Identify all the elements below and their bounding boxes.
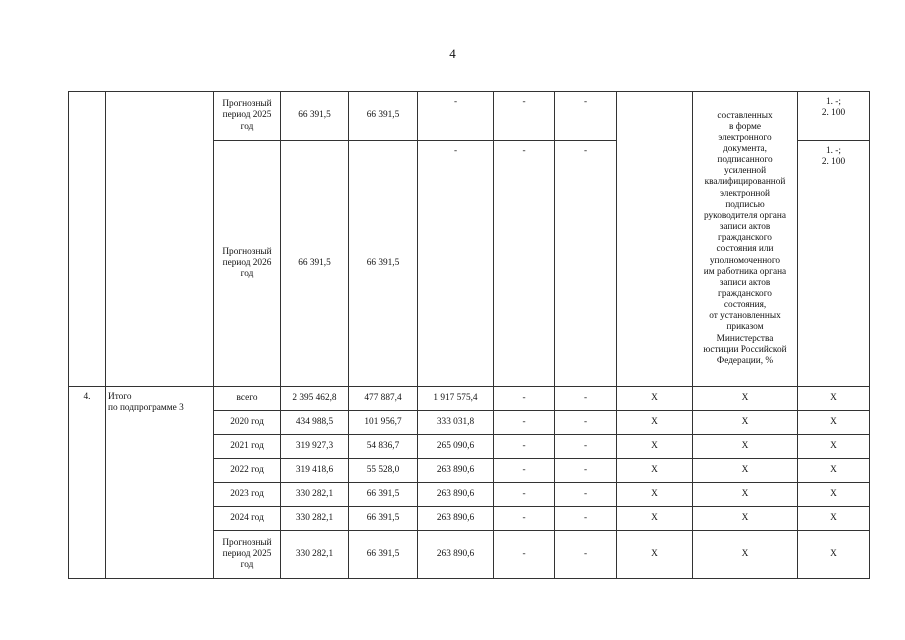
cell-x1: X bbox=[617, 506, 693, 530]
cell-d: - bbox=[555, 386, 617, 410]
cell-a: 55 528,0 bbox=[349, 458, 418, 482]
cell-c: - bbox=[494, 386, 555, 410]
cell-d: - bbox=[555, 141, 617, 387]
cell-name: Итого по подпрограмме 3 bbox=[106, 386, 214, 578]
cell-c: - bbox=[494, 410, 555, 434]
cell-d: - bbox=[555, 482, 617, 506]
cell-x2: X bbox=[693, 410, 798, 434]
cell-x3: X bbox=[798, 530, 870, 578]
cell-value: 1. -; 2. 100 bbox=[798, 92, 870, 141]
cell-a: 66 391,5 bbox=[349, 506, 418, 530]
cell-b: 263 890,6 bbox=[418, 458, 494, 482]
cell-total: 434 988,5 bbox=[281, 410, 349, 434]
cell-x2: X bbox=[693, 530, 798, 578]
cell-x3: X bbox=[798, 410, 870, 434]
cell-d: - bbox=[555, 434, 617, 458]
cell-period: 2020 год bbox=[214, 410, 281, 434]
cell-a: 66 391,5 bbox=[349, 482, 418, 506]
cell-b: 263 890,6 bbox=[418, 506, 494, 530]
cell-total: 330 282,1 bbox=[281, 506, 349, 530]
cell-c: - bbox=[494, 92, 555, 141]
cell-d: - bbox=[555, 506, 617, 530]
cell-x1: X bbox=[617, 386, 693, 410]
cell-a: 101 956,7 bbox=[349, 410, 418, 434]
cell-total: 2 395 462,8 bbox=[281, 386, 349, 410]
program-table bbox=[68, 91, 870, 579]
cell-period: Прогнозный период 2025 год bbox=[214, 530, 281, 578]
cell-c: - bbox=[494, 482, 555, 506]
cell-x3: X bbox=[798, 506, 870, 530]
cell-num: 4. bbox=[69, 386, 106, 578]
cell-b: 1 917 575,4 bbox=[418, 386, 494, 410]
cell-x1: X bbox=[617, 482, 693, 506]
cell-b: 263 890,6 bbox=[418, 530, 494, 578]
cell-a: 66 391,5 bbox=[349, 530, 418, 578]
cell-period: 2023 год bbox=[214, 482, 281, 506]
cell-period: всего bbox=[214, 386, 281, 410]
cell-c: - bbox=[494, 506, 555, 530]
cell-total: 319 927,3 bbox=[281, 434, 349, 458]
cell-x2: X bbox=[693, 506, 798, 530]
table-row bbox=[69, 92, 870, 141]
cell-period: 2022 год bbox=[214, 458, 281, 482]
cell-d: - bbox=[555, 458, 617, 482]
cell-a: 66 391,5 bbox=[349, 141, 418, 387]
cell-a: 54 836,7 bbox=[349, 434, 418, 458]
cell-x2: X bbox=[693, 434, 798, 458]
table-row bbox=[69, 386, 870, 410]
cell-name-empty bbox=[106, 92, 214, 387]
cell-total: 330 282,1 bbox=[281, 482, 349, 506]
cell-x2: X bbox=[693, 482, 798, 506]
cell-x3: X bbox=[798, 482, 870, 506]
cell-c: - bbox=[494, 434, 555, 458]
cell-a: 477 887,4 bbox=[349, 386, 418, 410]
cell-c: - bbox=[494, 458, 555, 482]
cell-total: 66 391,5 bbox=[281, 141, 349, 387]
cell-b: - bbox=[418, 92, 494, 141]
page-number: 4 bbox=[449, 46, 456, 61]
cell-num-empty bbox=[69, 92, 106, 387]
cell-x3: X bbox=[798, 434, 870, 458]
cell-period: Прогнозный период 2025 год bbox=[214, 92, 281, 141]
cell-c: - bbox=[494, 141, 555, 387]
cell-empty bbox=[617, 92, 693, 387]
cell-total: 330 282,1 bbox=[281, 530, 349, 578]
cell-a: 66 391,5 bbox=[349, 92, 418, 141]
cell-x3: X bbox=[798, 386, 870, 410]
cell-b: - bbox=[418, 141, 494, 387]
cell-x2: X bbox=[693, 386, 798, 410]
cell-b: 265 090,6 bbox=[418, 434, 494, 458]
cell-value: 1. -; 2. 100 bbox=[798, 141, 870, 387]
cell-c: - bbox=[494, 530, 555, 578]
cell-d: - bbox=[555, 92, 617, 141]
cell-d: - bbox=[555, 410, 617, 434]
cell-period: 2024 год bbox=[214, 506, 281, 530]
cell-x1: X bbox=[617, 530, 693, 578]
cell-x3: X bbox=[798, 458, 870, 482]
cell-total: 319 418,6 bbox=[281, 458, 349, 482]
cell-x1: X bbox=[617, 410, 693, 434]
cell-period: 2021 год bbox=[214, 434, 281, 458]
cell-x1: X bbox=[617, 458, 693, 482]
cell-b: 263 890,6 bbox=[418, 482, 494, 506]
cell-total: 66 391,5 bbox=[281, 92, 349, 141]
cell-d: - bbox=[555, 530, 617, 578]
cell-x1: X bbox=[617, 434, 693, 458]
cell-x2: X bbox=[693, 458, 798, 482]
cell-b: 333 031,8 bbox=[418, 410, 494, 434]
cell-period: Прогнозный период 2026 год bbox=[214, 141, 281, 387]
indicator-description: составленных в форме электронного документа, подписанного усиленной квалифицированной электронной подписью руководителя органа записи актов гражданского состояния или уполномоченного им работника органа записи актов гражданского состояния, от установленных приказом Министерства юстиции Российской Федерации, % bbox=[693, 92, 798, 387]
